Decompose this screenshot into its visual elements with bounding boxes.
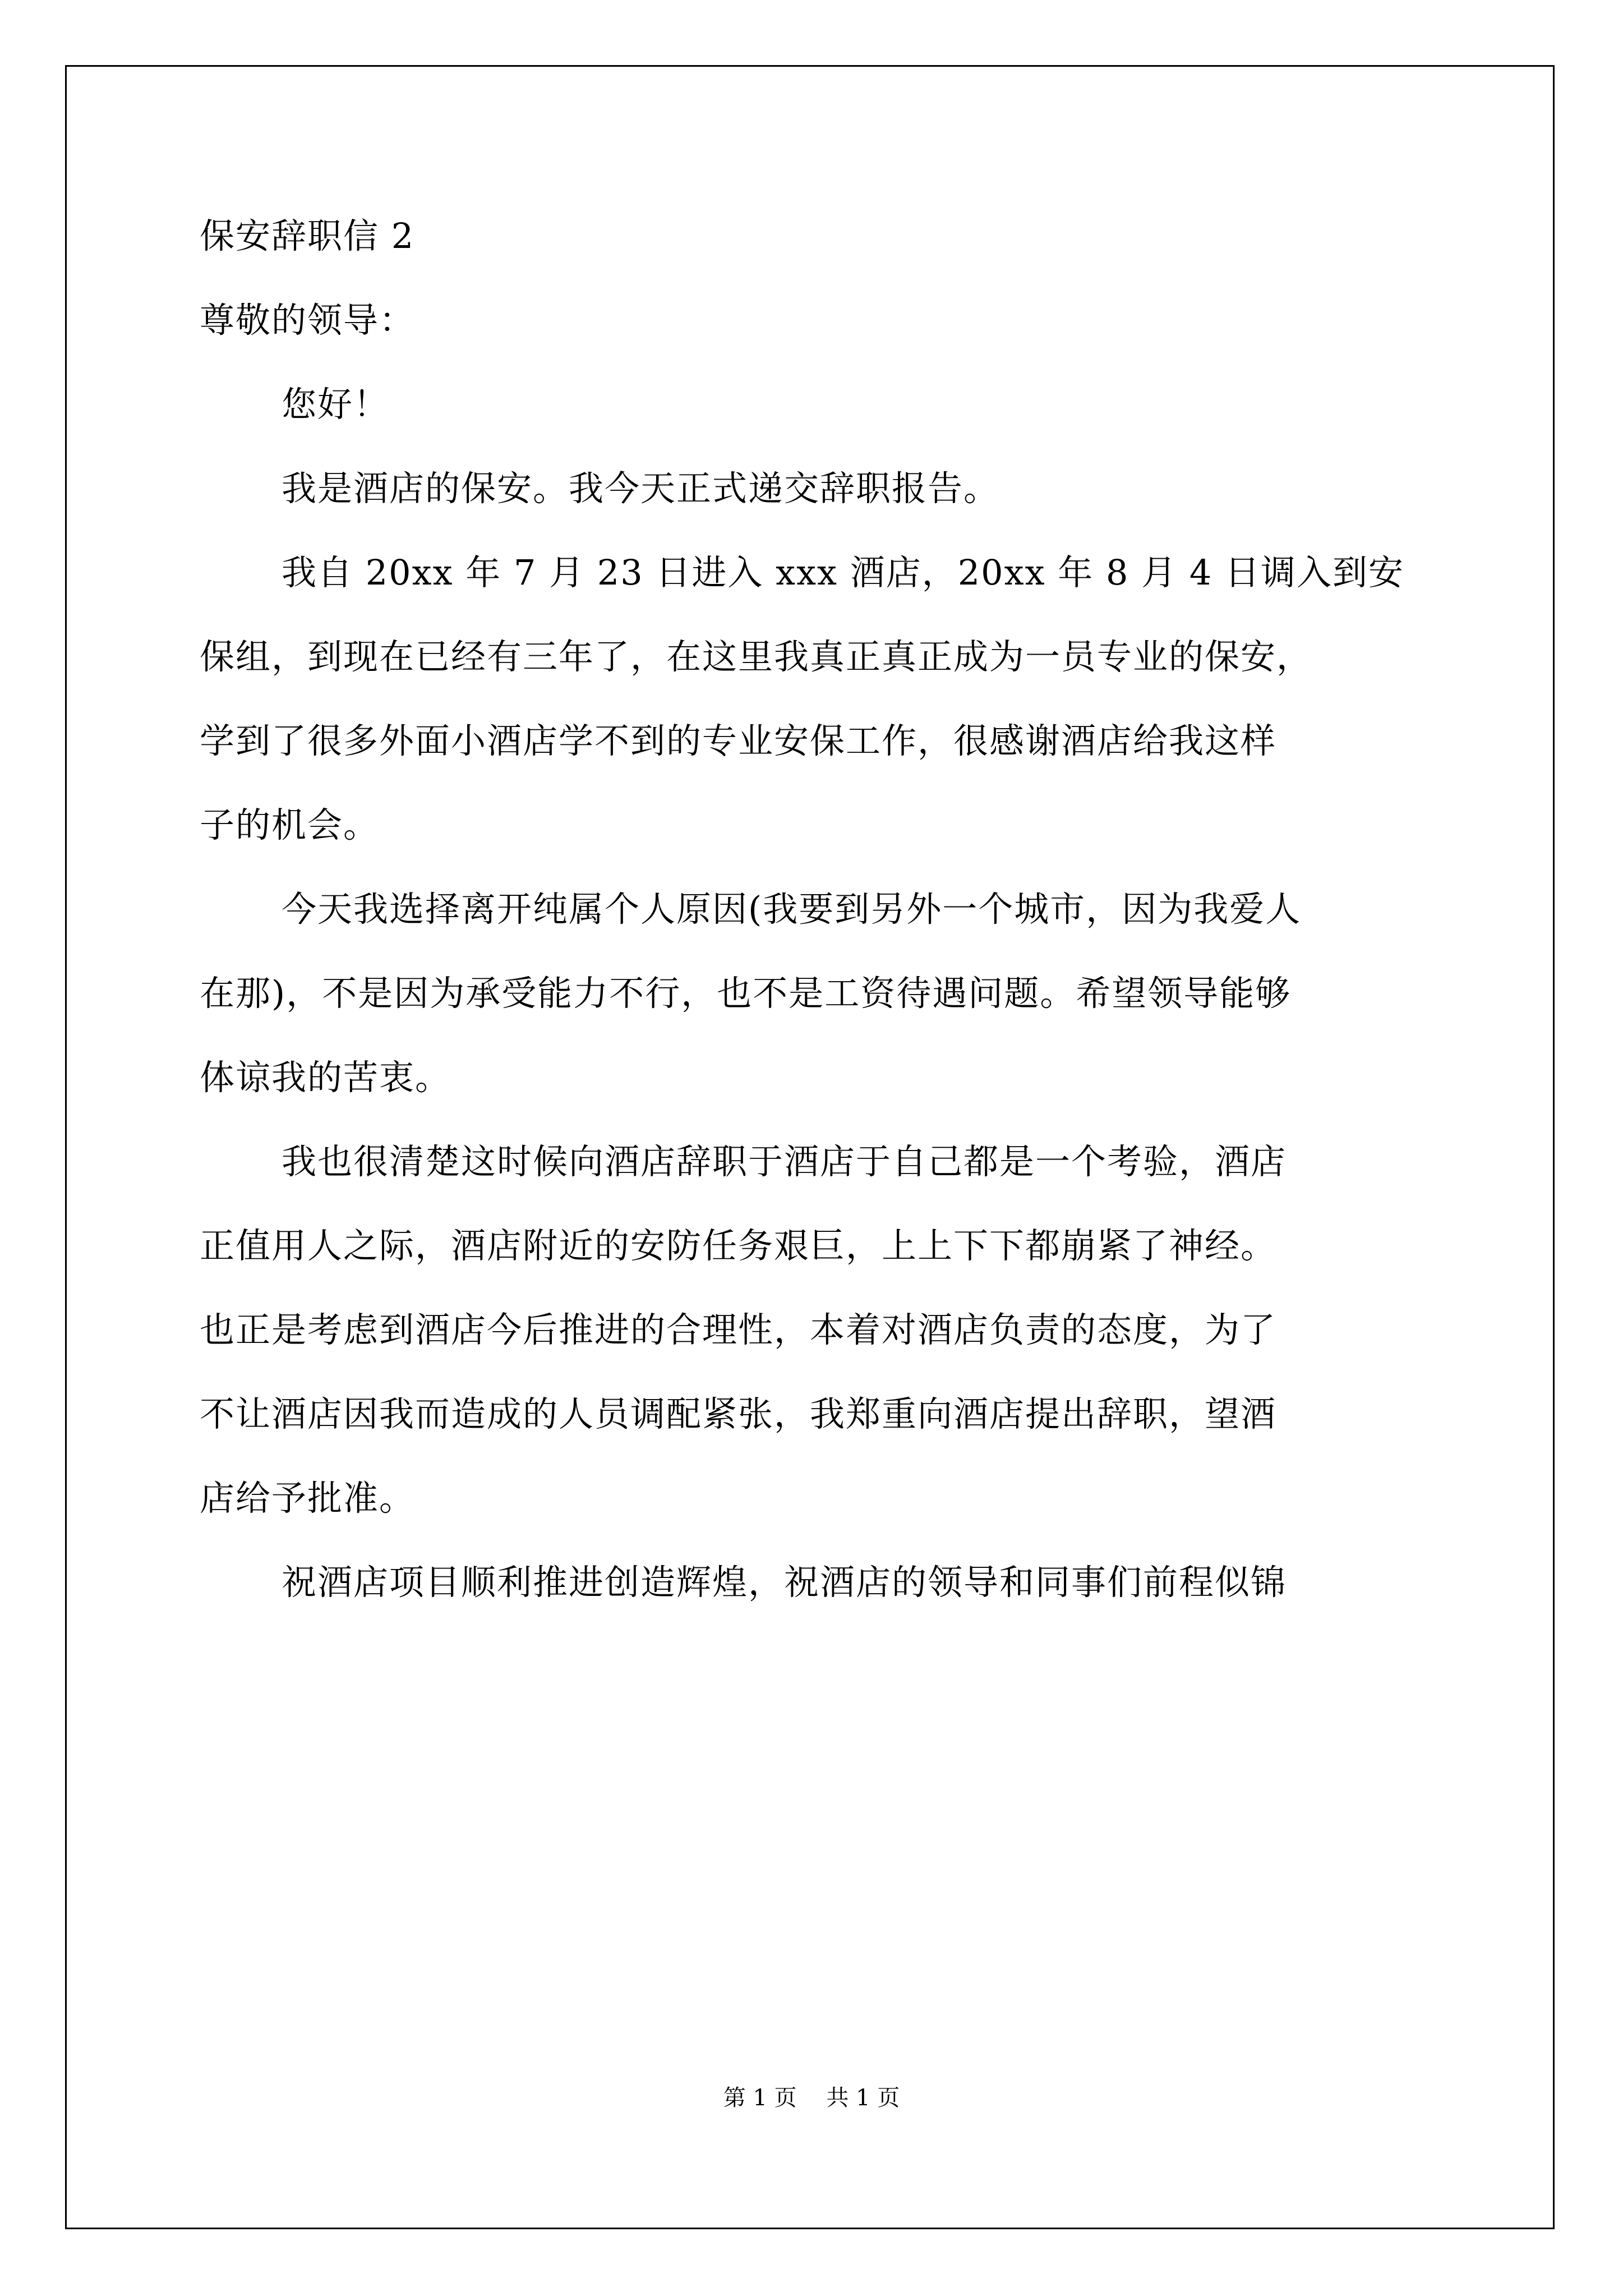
paragraph-4-line-5: 店给予批准。: [200, 1478, 416, 1519]
paragraph-4-line-2: 正值用人之际，酒店附近的安防任务艰巨，上上下下都崩紧了神经。: [200, 1225, 1277, 1266]
paragraph-4-line-1: 我也很清楚这时候向酒店辞职于酒店于自己都是一个考验，酒店: [282, 1141, 1287, 1182]
paragraph-1-line-1: 我是酒店的保安。我今天正式递交辞职报告。: [282, 468, 1000, 509]
page-number-total: 共 1 页: [826, 2085, 900, 2111]
paragraph-2-line-4: 子的机会。: [200, 804, 380, 845]
paragraph-2-line-3: 学到了很多外面小酒店学不到的专业安保工作，很感谢酒店给我这样: [200, 720, 1277, 761]
paragraph-3-line-1: 今天我选择离开纯属个人原因(我要到另外一个城市，因为我爱人: [282, 889, 1302, 930]
paragraph-5-line-1: 祝酒店项目顺利推进创造辉煌，祝酒店的领导和同事们前程似锦: [282, 1562, 1287, 1603]
greeting: 您好！: [282, 384, 390, 425]
paragraph-2-line-2: 保组，到现在已经有三年了，在这里我真正真正成为一员专业的保安，: [200, 636, 1313, 677]
paragraph-3-line-3: 体谅我的苦衷。: [200, 1057, 451, 1098]
salutation: 尊敬的领导：: [200, 300, 416, 341]
page-footer: [0, 2087, 1623, 2109]
letter-title: 保安辞职信 2: [200, 215, 415, 256]
paragraph-3-line-2: 在那)，不是因为承受能力不行，也不是工资待遇问题。希望领导能够: [200, 973, 1292, 1014]
letter-body: [200, 215, 1433, 1649]
paragraph-4-line-3: 也正是考虑到酒店今后推进的合理性，本着对酒店负责的态度，为了: [200, 1309, 1277, 1350]
paragraph-4-line-4: 不让酒店因我而造成的人员调配紧张，我郑重向酒店提出辞职，望酒: [200, 1393, 1277, 1434]
paragraph-2-line-1: 我自 20xx 年 7 月 23 日进入 xxx 酒店，20xx 年 8 月 4 日调入到安: [282, 552, 1404, 593]
page-number-current: 第 1 页: [723, 2085, 797, 2111]
